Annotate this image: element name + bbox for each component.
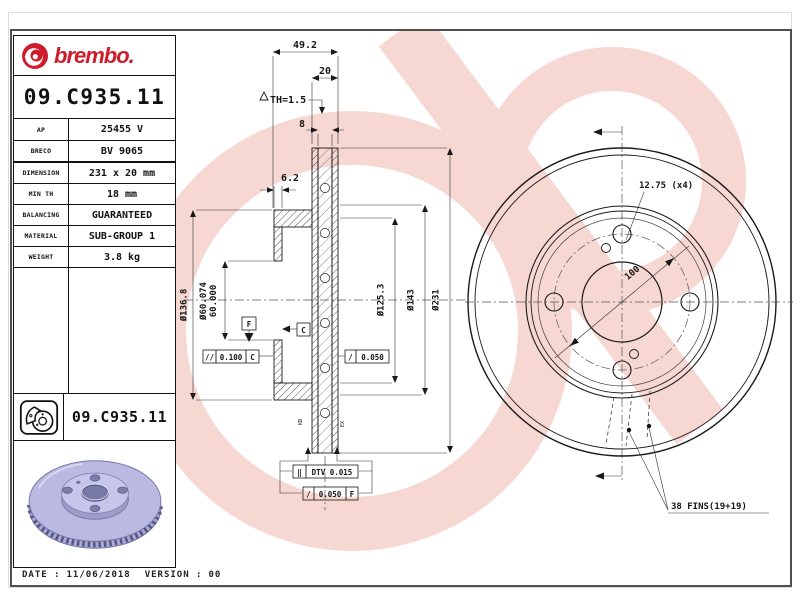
table-row bbox=[14, 226, 175, 247]
svg-text:Ø60.074: Ø60.074 bbox=[199, 282, 209, 320]
svg-text:Ø136.8: Ø136.8 bbox=[180, 288, 190, 322]
svg-text:F: F bbox=[246, 320, 252, 329]
fcf-flatness bbox=[338, 350, 389, 363]
svg-text:0.100: 0.100 bbox=[219, 353, 243, 362]
fins-indication bbox=[606, 391, 769, 513]
stamp-part-number: 09.C935.11 bbox=[71, 408, 168, 426]
datum-f bbox=[242, 317, 256, 342]
table-row bbox=[14, 247, 175, 268]
spec-table bbox=[14, 119, 175, 268]
table-row bbox=[14, 184, 175, 205]
spec-value: GUARANTEED bbox=[91, 209, 153, 221]
date-label: DATE : bbox=[22, 570, 61, 580]
table-row bbox=[14, 119, 175, 141]
empty-table-row bbox=[14, 268, 175, 394]
dim-bore-dia bbox=[198, 261, 273, 340]
dim-vent-gap bbox=[299, 119, 344, 146]
svg-text:60.000: 60.000 bbox=[209, 284, 219, 318]
stamp-row bbox=[14, 394, 175, 441]
svg-text:DTV 0.015: DTV 0.015 bbox=[311, 468, 353, 477]
svg-text:100: 100 bbox=[623, 264, 643, 283]
table-row bbox=[14, 141, 175, 162]
svg-text:8: 8 bbox=[298, 119, 306, 130]
svg-text:0.050: 0.050 bbox=[361, 353, 384, 362]
svg-text:0.050: 0.050 bbox=[318, 490, 342, 499]
brand-wordmark: brembo. bbox=[54, 42, 134, 68]
spec-value: 18 mm bbox=[106, 188, 138, 200]
version-value: 00 bbox=[208, 570, 222, 580]
rotation-arrow-top bbox=[593, 129, 622, 136]
fin-marker-dot bbox=[627, 428, 631, 432]
hat-section bbox=[274, 210, 312, 400]
spec-value: 25455 V bbox=[100, 124, 144, 135]
fcf-dtv bbox=[293, 465, 358, 478]
svg-text:C: C bbox=[250, 353, 255, 362]
rotation-arrow-bottom bbox=[595, 473, 622, 480]
fcf-runout bbox=[303, 487, 358, 500]
mark-ex: EX bbox=[340, 420, 346, 428]
spec-label: DIMENSION bbox=[14, 163, 69, 183]
brembo-logo-icon bbox=[20, 41, 50, 71]
svg-text:TH=1.5: TH=1.5 bbox=[270, 95, 307, 106]
spec-value: SUB-GROUP 1 bbox=[88, 230, 156, 242]
spec-value: BV 9065 bbox=[100, 145, 144, 157]
footer-revision bbox=[22, 570, 227, 580]
table-row bbox=[14, 205, 175, 226]
svg-text:Ø125.3: Ø125.3 bbox=[376, 283, 387, 317]
fins-note: 38 FINS(19+19) bbox=[671, 502, 747, 512]
dim-hat-flange-dia bbox=[180, 210, 272, 400]
spec-label: BALANCING bbox=[14, 205, 69, 225]
spec-label: WEIGHT bbox=[14, 247, 69, 267]
disc-ring-section bbox=[312, 148, 338, 453]
delta-icon bbox=[260, 92, 268, 100]
svg-text:F: F bbox=[349, 490, 355, 499]
svg-text:C: C bbox=[301, 326, 306, 335]
dim-min-thickness bbox=[260, 92, 325, 114]
dim-hat-plate bbox=[260, 173, 299, 208]
version-label: VERSION : bbox=[144, 570, 203, 580]
svg-text:‖: ‖ bbox=[297, 468, 302, 477]
svg-text:Ø231: Ø231 bbox=[431, 289, 442, 311]
svg-text:/: / bbox=[348, 353, 353, 362]
spec-label: MIN TH bbox=[14, 184, 69, 204]
svg-text:12.75 (x4): 12.75 (x4) bbox=[639, 181, 694, 191]
empty-cell bbox=[14, 268, 69, 393]
front-view-drawing bbox=[455, 100, 800, 520]
spec-value: 231 x 20 mm bbox=[88, 167, 156, 179]
svg-text:20: 20 bbox=[318, 66, 332, 77]
svg-text:Ø143: Ø143 bbox=[406, 289, 417, 311]
section-view-drawing bbox=[180, 30, 470, 520]
table-row bbox=[14, 162, 175, 184]
spec-label: AP bbox=[14, 119, 69, 140]
info-panel bbox=[13, 35, 176, 568]
fin-marker-dot bbox=[647, 424, 651, 428]
spec-label: MATERIAL bbox=[14, 226, 69, 246]
disc-3d-image bbox=[20, 445, 170, 563]
spec-label: BRECO bbox=[14, 141, 69, 161]
part-number-box bbox=[14, 76, 175, 119]
dim-outer-dia bbox=[340, 148, 453, 453]
date-value: 11/06/2018 bbox=[66, 570, 131, 580]
svg-text://: // bbox=[204, 353, 215, 362]
datum-c bbox=[282, 323, 310, 336]
brembo-logo bbox=[14, 36, 175, 76]
svg-text:6.2: 6.2 bbox=[280, 173, 300, 184]
part-number: 09.C935.11 bbox=[23, 85, 166, 109]
pilot-hole bbox=[602, 244, 611, 253]
dim-disc-thickness bbox=[312, 66, 338, 144]
svg-text:/: / bbox=[306, 490, 311, 499]
spec-value: 3.8 kg bbox=[103, 251, 141, 263]
stamp-icon-cell bbox=[14, 394, 64, 440]
fcf-parallelism bbox=[203, 350, 273, 363]
pilot-hole bbox=[630, 350, 639, 359]
mark-kb: KB bbox=[298, 418, 304, 426]
dim-bolt-hole bbox=[626, 181, 693, 240]
disc-caliper-icon bbox=[19, 399, 59, 436]
svg-text:49.2: 49.2 bbox=[292, 40, 318, 51]
disc-photo-cell bbox=[14, 441, 175, 567]
